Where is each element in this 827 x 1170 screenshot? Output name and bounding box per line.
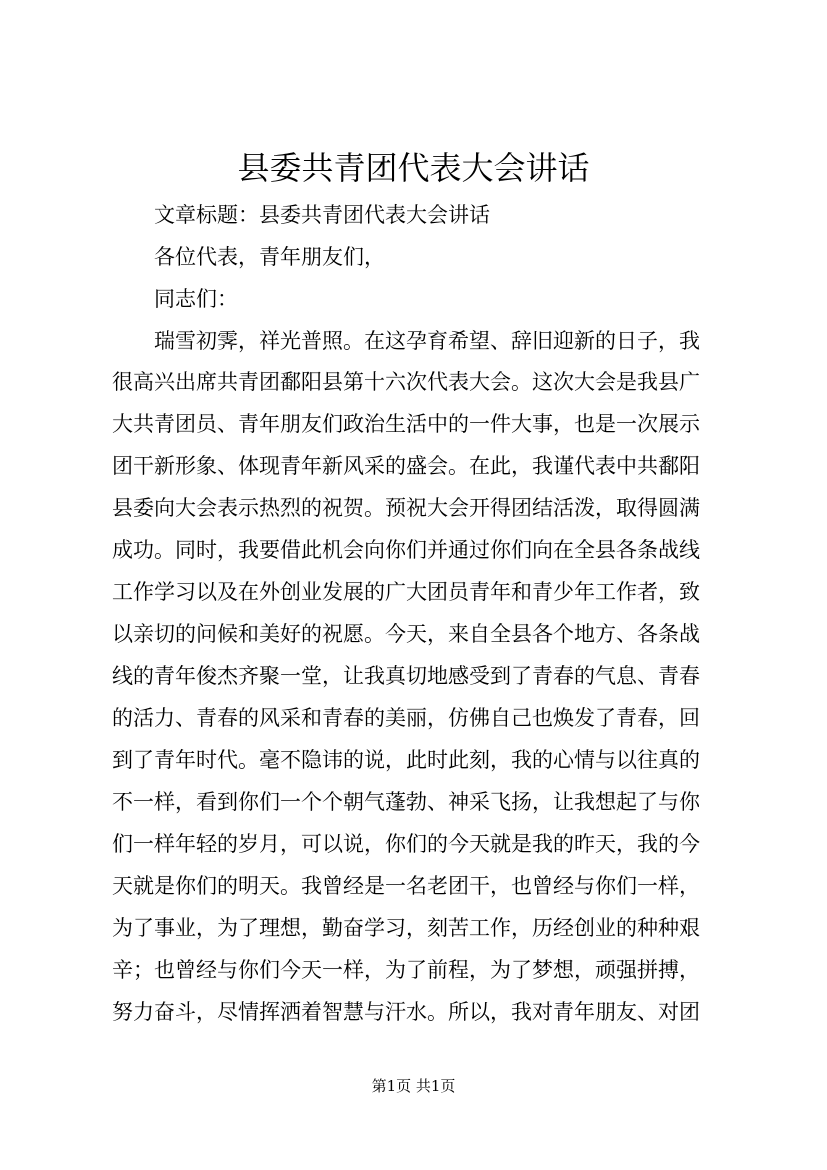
body-line: 不一样，看到你们一个个朝气蓬勃、神采飞扬，让我想起了与你	[112, 790, 700, 814]
body-line: 辛；也曾经与你们今天一样，为了前程，为了梦想，顽强拼搏，	[112, 958, 700, 982]
body-line: 到了青年时代。毫不隐讳的说，此时此刻，我的心情与以往真的	[112, 748, 700, 772]
body-line: 大共青团员、青年朋友们政治生活中的一件大事，也是一次展示	[112, 412, 700, 436]
article-title-line: 文章标题：县委共青团代表大会讲话	[154, 203, 490, 227]
page-number-footer: 第1页 共1页	[371, 1077, 456, 1095]
body-line: 团干新形象、体现青年新风采的盛会。在此，我谨代表中共鄱阳	[112, 454, 700, 478]
document-title: 县委共青团代表大会讲话	[237, 149, 590, 187]
body-line: 瑞雪初霁，祥光普照。在这孕育希望、辞旧迎新的日子，我	[154, 329, 700, 353]
body-line: 努力奋斗，尽情挥洒着智慧与汗水。所以，我对青年朋友、对团	[112, 1000, 700, 1024]
body-line: 们一样年轻的岁月，可以说，你们的今天就是我的昨天，我的今	[112, 832, 700, 856]
body-line: 天就是你们的明天。我曾经是一名老团干，也曾经与你们一样，	[112, 874, 700, 898]
body-line: 为了事业，为了理想，勤奋学习，刻苦工作，历经创业的种种艰	[112, 916, 700, 940]
body-line: 成功。同时，我要借此机会向你们并通过你们向在全县各条战线	[112, 538, 700, 562]
body-line: 县委向大会表示热烈的祝贺。预祝大会开得团结活泼，取得圆满	[112, 496, 700, 520]
body-line: 很高兴出席共青团鄱阳县第十六次代表大会。这次大会是我县广	[112, 370, 700, 394]
salutation-line: 同志们：	[154, 287, 238, 311]
body-line: 以亲切的问候和美好的祝愿。今天，来自全县各个地方、各条战	[112, 622, 700, 646]
body-line: 线的青年俊杰齐聚一堂，让我真切地感受到了青春的气息、青春	[112, 664, 700, 688]
body-line: 的活力、青春的风采和青春的美丽，仿佛自己也焕发了青春，回	[112, 706, 700, 730]
salutation-line: 各位代表，青年朋友们，	[154, 245, 385, 269]
body-line: 工作学习以及在外创业发展的广大团员青年和青少年工作者，致	[112, 580, 700, 604]
